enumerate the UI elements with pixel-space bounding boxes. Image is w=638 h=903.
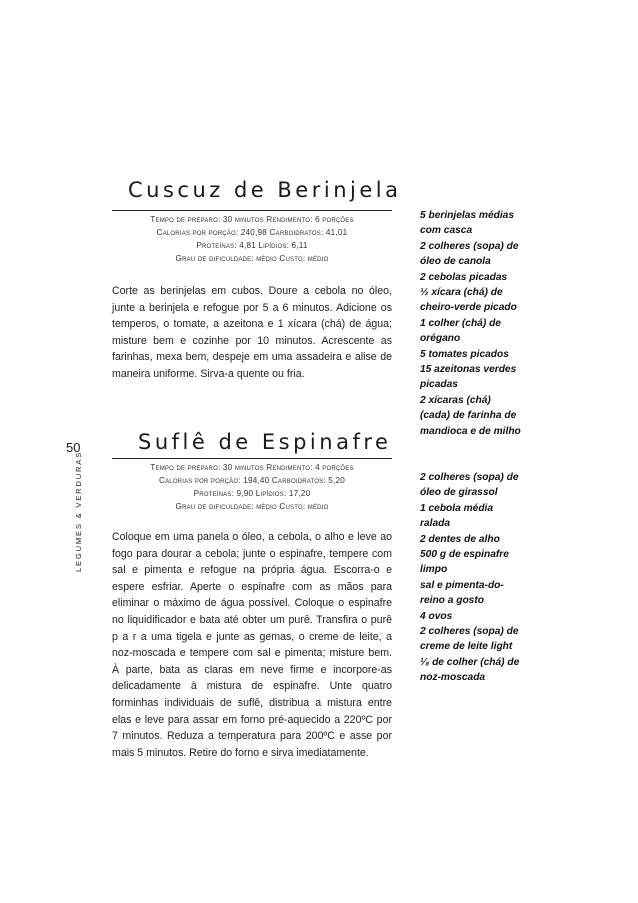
ingredient-line: 1 cebola média <box>420 502 494 514</box>
ingredient-line: 1 colher (chá) de <box>420 317 501 329</box>
title-rule <box>112 458 392 459</box>
ingredient-line: 4 ovos <box>420 610 453 622</box>
ingredient-line: ¹⁄₈ de colher (chá) de <box>420 656 520 668</box>
ingredient-line: orégano <box>420 333 461 345</box>
ingredient-line: noz-moscada <box>420 672 486 684</box>
page-number: 50 <box>66 440 81 455</box>
ingredient-line: ½ xícara (chá) de <box>420 287 503 299</box>
ingredient-list-cuscuz <box>420 208 570 439</box>
ingredient-list-sufle <box>420 470 570 686</box>
meta-line: Proteínas: 9,90 Lipídios: 17,20 <box>193 489 311 498</box>
ingredient-line: 15 azeitonas verdes <box>420 364 517 376</box>
ingredient-line: picadas <box>420 379 458 391</box>
ingredient-line: sal e pimenta-do- <box>420 579 504 591</box>
ingredient-line: 2 colheres (sopa) de <box>420 240 519 252</box>
recipe-title-cuscuz: Cuscuz de Berinjela <box>128 178 402 202</box>
meta-line: Calorias por porção: 240,98 Carboidratos: 41,01 <box>156 228 348 237</box>
meta-line: Calorias por porção: 194,40 Carboidratos: 5,20 <box>158 476 346 485</box>
meta-line: Tempo de preparo: 30 minutos Rendimento: 6 porções <box>150 215 354 224</box>
meta-line: Proteínas: 4,81 Lipídios: 6,11 <box>196 241 308 250</box>
ingredient-line: ralada <box>420 518 451 530</box>
ingredient-line: reino a gosto <box>420 595 484 607</box>
meta-line: Grau de dificuldade: médio Custo: médio <box>175 254 329 263</box>
recipe-meta-cuscuz <box>112 213 392 265</box>
ingredient-line: 2 dentes de alho <box>420 533 500 545</box>
meta-line: Tempo de preparo: 30 minutos Rendimento: 4 porções <box>150 463 354 472</box>
recipe-instructions-sufle: Coloque em uma panela o óleo, a cebola, o alho e leve ao fogo para dourar a cebola; junte o espinafre, tempere com sal e pimenta e refogue na própria água. Escorra-o e espere esfriar. Aperte o espinafre com as mãos para eliminar o máximo de água possível. Coloque o espinafre no liquidificador e bata até obter um purê. Transfira o purê p a r a uma tigela e junte as gemas, o creme de leite, a noz-moscada e tempere com sal e pimenta; misture bem. À parte, bata as claras em neve firme e incorpore-as delicadamente à mistura de espinafre. Unte quatro forminhas individuais de suflê, distribua a mistura entre elas e leve para assar em forno pré-aquecido a 220ºC por 7 minutos. Reduza a temperatura para 200ºC e asse por mais 5 minutos. Retire do forno e sirva imediatamente. <box>112 531 392 759</box>
ingredient-line: creme de leite light <box>420 641 513 653</box>
ingredient-line: 2 cebolas picadas <box>420 271 508 283</box>
ingredient-line: cheiro-verde picado <box>420 302 517 314</box>
section-label: LEGUMES & VERDURAS <box>74 450 83 572</box>
ingredient-line: 500 g de espinafre <box>420 549 509 561</box>
ingredient-line: com casca <box>420 225 473 237</box>
ingredient-line: 2 colheres (sopa) de <box>420 472 519 483</box>
title-rule <box>112 210 392 211</box>
recipe-instructions-cuscuz: Corte as berinjelas em cubos. Doure a cebola no óleo, junte a berinjela e refogue por 5 a 6 minutos. Adicione os temperos, o tomate, a azeitona e 1 xícara (chá) de água; misture bem e cozinhe por 10 minutos. Acrescente as farinhas, mexa bem, despeje em uma assadeira e alise de maneira uniforme. Sirva-a quente ou fria. <box>112 285 392 380</box>
ingredient-line: 2 colheres (sopa) de <box>420 626 519 638</box>
ingredient-line: limpo <box>420 564 448 576</box>
ingredient-line: óleo de girassol <box>420 487 498 499</box>
meta-line: Grau de dificuldade: médio Custo: médio <box>175 502 329 511</box>
recipe-meta-sufle <box>112 461 392 513</box>
ingredient-line: (cada) de farinha de <box>420 410 517 422</box>
ingredient-line: 5 berinjelas médias <box>420 210 515 221</box>
ingredient-line: 2 xícaras (chá) <box>420 394 491 406</box>
ingredient-line: 5 tomates picados <box>420 348 509 360</box>
ingredient-line: mandioca e de milho <box>420 425 521 437</box>
recipe-title-sufle: Suflê de Espinafre <box>138 430 392 454</box>
ingredient-line: óleo de canola <box>420 256 491 268</box>
